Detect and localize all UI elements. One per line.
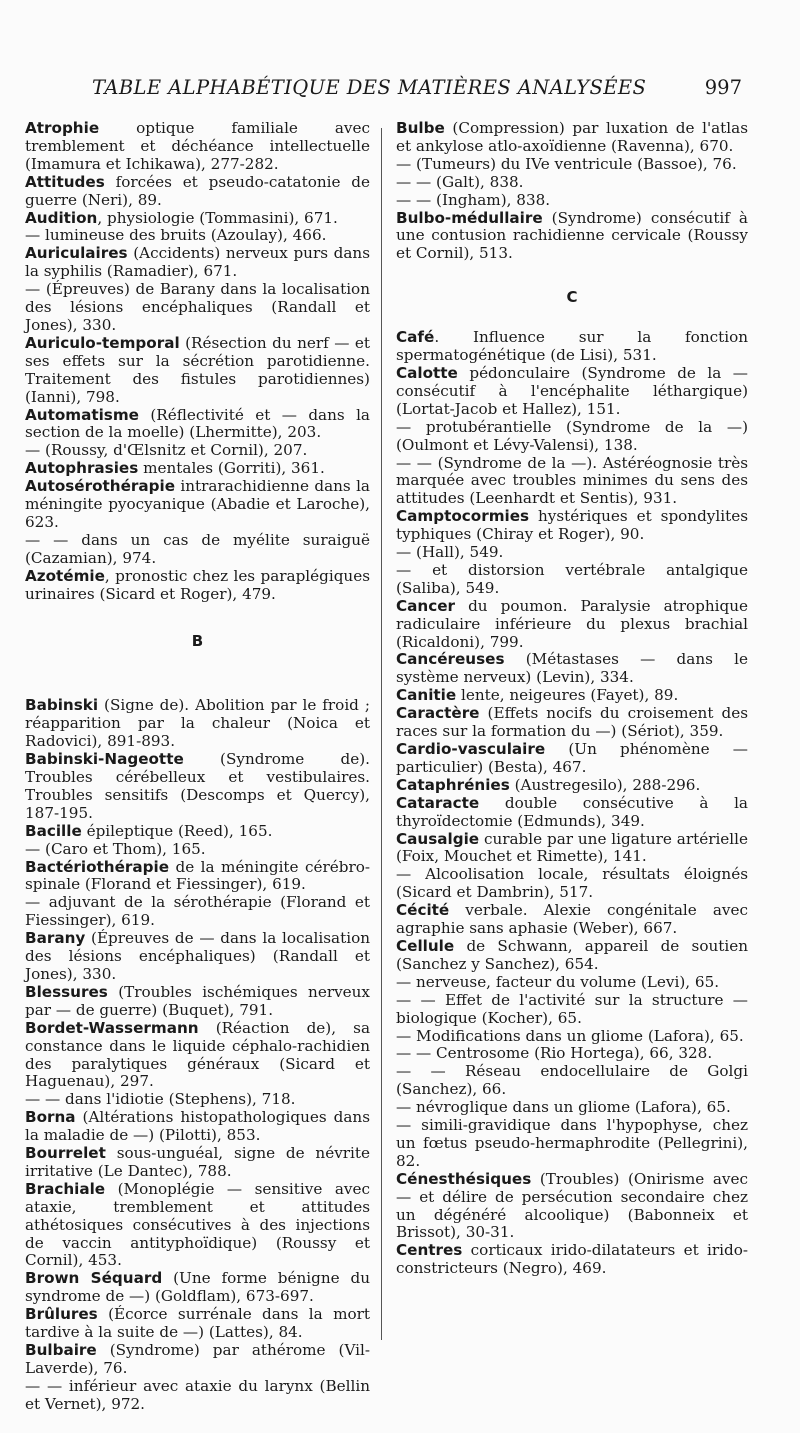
index-entry: Bactériothérapie de la méningite cérébro-spinale (Florand et Fiessinger), 619. <box>25 857 370 894</box>
index-entry: — — (Galt), 838. <box>396 172 524 191</box>
index-entry: Calotte pédonculaire (Syndrome de la — consécutif à l'encéphalite léthargique) (Lortat-Jacob et Hallez), 151. <box>396 363 748 418</box>
index-entry: — — dans un cas de myélite suraiguë (Cazamian), 974. <box>25 530 370 567</box>
entries-b <box>25 697 370 1413</box>
index-entry: — (Roussy, d'Œlsnitz et Cornil), 207. <box>25 441 308 460</box>
index-entry: Azotémie, pronostic chez les paraplégiques urinaires (Sicard et Roger), 479. <box>25 566 370 603</box>
index-entry: — — dans l'idiotie (Stephens), 718. <box>25 1090 296 1109</box>
index-entry: Attitudes forcées et pseudo-catatonie de guerre (Neri), 89. <box>25 172 370 209</box>
index-entry: Camptocormies hystériques et spondylites typhiques (Chiray et Roger), 90. <box>396 507 748 544</box>
index-entry: — Alcoolisation locale, résultats éloignés (Sicard et Dambrin), 517. <box>396 865 748 902</box>
index-entry: Brown Séquard (Une forme bénigne du syndrome de —) (Goldflam), 673-697. <box>25 1269 370 1306</box>
index-entry: Babinski-Nageotte (Syndrome de). Troubles cérébelleux et vestibulaires. Troubles sensitifs (Descomps et Quercy), 187-195. <box>25 750 370 822</box>
index-entry: — — Effet de l'activité sur la structure —biologique (Kocher), 65. <box>396 990 748 1027</box>
index-entry: Bordet-Wassermann (Réaction de), sa constance dans le liquide céphalo-rachidien des paralytiques généraux (Sicard et Haguenau), 297. <box>25 1018 370 1091</box>
index-entry: Cellule de Schwann, appareil de soutien (Sanchez y Sanchez), 654. <box>396 936 748 973</box>
index-entry: Cataphrénies (Austregesilo), 288-296. <box>396 775 701 794</box>
index-entry: Bourrelet sous-unguéal, signe de névrite irritative (Le Dantec), 788. <box>25 1144 370 1180</box>
index-entry: Automatisme (Réflectivité et — dans la section de la moelle) (Lhermitte), 203. <box>25 405 370 442</box>
index-entry: Auriculo-temporal (Résection du nerf — et ses effets sur la sécrétion parotidienne. Traitement des fistules parotidiennes) (Ianni), 798. <box>25 333 370 406</box>
index-entry: Cardio-vasculaire (Un phénomène — particulier) (Besta), 467. <box>396 740 748 776</box>
index-entry: Cancer du poumon. Paralysie atrophique radiculaire inférieure du plexus brachial (Ricaldoni), 799. <box>396 596 748 651</box>
index-entry: Bulbe (Compression) par luxation de l'atlas et ankylose atlo-axoïdienne (Ravenna), 670. <box>396 119 748 155</box>
entries-a <box>25 120 370 603</box>
index-entry: — (Caro et Thom), 165. <box>25 839 206 858</box>
index-entry: Causalgie curable par une ligature artérielle (Foix, Mouchet et Rimette), 141. <box>396 829 748 866</box>
index-entry: — lumineuse des bruits (Azoulay), 466. <box>25 226 327 245</box>
index-entry: — adjuvant de la sérothérapie (Florand et Fiessinger), 619. <box>25 893 370 930</box>
index-entry: — nerveuse, facteur du volume (Levi), 65. <box>396 972 720 991</box>
index-entry: Autophrasies mentales (Gorriti), 361. <box>25 459 325 478</box>
page-title: TABLE ALPHABÉTIQUE DES MATIÈRES ANALYSÉES <box>92 76 647 99</box>
index-entry: — et distorsion vertébrale antalgique (Saliba), 549. <box>396 560 748 597</box>
index-entry: Barany (Épreuves de — dans la localisation des lésions encéphaliques) (Randall et Jones), 330. <box>25 929 370 983</box>
index-entry: Autosérothérapie intrarachidienne dans la méningite pyocyanique (Abadie et Laroche), 623. <box>25 477 370 531</box>
index-entry: Caractère (Effets nocifs du croisement des races sur la formation du —) (Sériot), 359. <box>396 704 748 741</box>
index-entry: Bulbaire (Syndrome) par athérome (Vil-Laverde), 76. <box>25 1341 370 1377</box>
index-entry: Borna (Altérations histopathologiques dans la maladie de —) (Pilotti), 853. <box>25 1108 370 1145</box>
entries-b-continued <box>396 120 748 263</box>
index-entry: Cécité verbale. Alexie congénitale avec agraphie sans aphasie (Weber), 667. <box>396 901 748 938</box>
index-entry: — — Centrosome (Rio Hortega), 66, 328. <box>396 1044 713 1063</box>
index-entry: — (Tumeurs) du IVe ventricule (Bassoe), 76. <box>396 154 737 173</box>
index-entry: Canitie lente, neigeures (Fayet), 89. <box>396 686 679 705</box>
index-entry: Centres corticaux irido-dilatateurs et irido-constricteurs (Negro), 469. <box>396 1241 748 1278</box>
left-column <box>25 120 370 1414</box>
section-heading-b: B <box>191 632 204 651</box>
index-entry: — simili-gravidique dans l'hypophyse, chez un fœtus pseudo-hermaphrodite (Pellegrini), 82. <box>396 1116 748 1170</box>
index-entry: — (Épreuves) de Barany dans la localisation des lésions encéphaliques (Randall et Jones), 330. <box>25 280 370 334</box>
index-entry: — — inférieur avec ataxie du larynx (Bellin et Vernet), 972. <box>25 1376 370 1413</box>
index-entry: — névroglique dans un gliome (Lafora), 65. <box>396 1098 731 1117</box>
right-column <box>396 120 748 1278</box>
index-entry: — (Hall), 549. <box>396 543 504 562</box>
running-header <box>92 76 742 108</box>
index-entry: Atrophie optique familiale avec tremblement et déchéance intellectuelle (Imamura et Ichikawa), 277-282. <box>25 119 370 173</box>
index-entry: Cancéreuses (Métastases — dans le système nerveux) (Levin), 334. <box>396 650 748 687</box>
index-entry: Café. Influence sur la fonction spermatogénétique (de Lisi), 531. <box>396 328 748 365</box>
index-entry: Bulbo-médullaire (Syndrome) consécutif à une contusion rachidienne cervicale (Roussy et Cornil), 513. <box>396 208 748 263</box>
index-entry: Audition, physiologie (Tommasini), 671. <box>25 208 338 227</box>
section-heading-c: C <box>566 288 578 307</box>
index-entry: Cataracte double consécutive à la thyroïdectomie (Edmunds), 349. <box>396 793 748 830</box>
index-entry: Brûlures (Écorce surrénale dans la mort tardive à la suite de —) (Lattes), 84. <box>25 1305 370 1342</box>
page-number: 997 <box>704 76 742 99</box>
entries-c <box>396 329 748 1278</box>
index-entry: Bacille épileptique (Reed), 165. <box>25 821 273 840</box>
index-entry: Brachiale (Monoplégie — sensitive avec ataxie, tremblement et attitudes athétosiques consécutives à des injections de vaccin antityphoïdique) (Roussy et Cornil), 453. <box>25 1179 370 1270</box>
index-entry: Babinski (Signe de). Abolition par le froid ; réapparition par la chaleur (Noica et Radovici), 891-893. <box>25 696 370 751</box>
index-entry: Auriculaires (Accidents) nerveux purs dans la syphilis (Ramadier), 671. <box>25 244 370 281</box>
index-entry: — — Réseau endocellulaire de Golgi (Sanchez), 66. <box>396 1062 748 1099</box>
index-entry: — protubérantielle (Syndrome de la —) (Oulmont et Lévy-Valensi), 138. <box>396 417 748 454</box>
column-divider <box>381 128 382 1340</box>
index-entry: Cénesthésiques (Troubles) (Onirisme avec — et délire de persécution secondaire chez un dégénéré alcoolique) (Babonneix et Brissot), 30-31. <box>396 1169 748 1242</box>
index-entry: — Modifications dans un gliome (Lafora), 65. <box>396 1026 744 1045</box>
index-entry: Blessures (Troubles ischémiques nerveux par — de guerre) (Buquet), 791. <box>25 982 370 1019</box>
index-entry: — — (Ingham), 838. <box>396 190 551 209</box>
index-entry: — — (Syndrome de la —). Astéréognosie très marquée avec troubles minimes du sens des attitudes (Leenhardt et Sentis), 931. <box>396 453 748 508</box>
